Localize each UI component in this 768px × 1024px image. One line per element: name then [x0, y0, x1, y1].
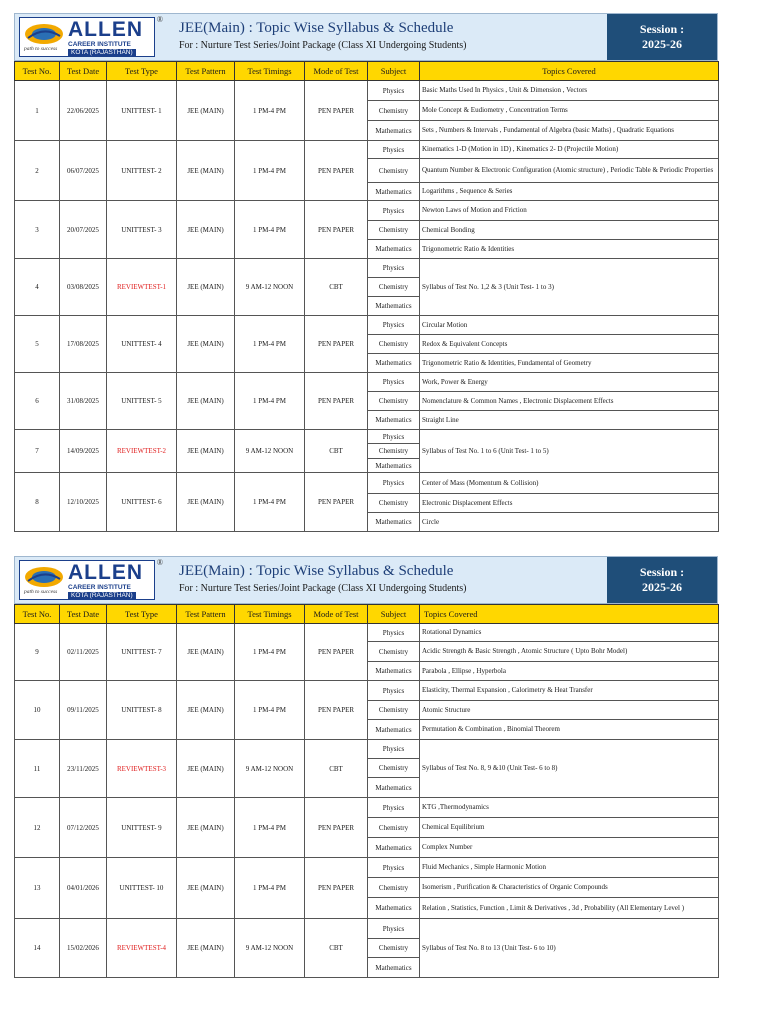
test-date-cell: 03/08/2025 — [60, 259, 107, 316]
session-value: 2025-26 — [642, 580, 682, 594]
test-date-cell: 07/12/2025 — [60, 798, 107, 858]
test-date-cell: 20/07/2025 — [60, 201, 107, 259]
test-timings-cell: 1 PM-4 PM — [235, 316, 305, 373]
test-date-cell: 22/06/2025 — [60, 81, 107, 141]
test-type-cell: UNITTEST- 5 — [107, 373, 177, 430]
test-no-cell: 10 — [15, 681, 60, 740]
subject-cell: Mathematics — [368, 778, 420, 798]
test-date-cell: 09/11/2025 — [60, 681, 107, 740]
topics-cell: Parabola , Ellipse , Hyperbola — [420, 662, 719, 681]
header-banner — [14, 556, 718, 604]
table-row — [15, 373, 719, 392]
test-no-cell: 11 — [15, 740, 60, 798]
subject-cell: Chemistry — [368, 939, 420, 958]
test-mode-cell: PEN PAPER — [305, 316, 368, 373]
test-pattern-cell: JEE (MAIN) — [177, 681, 235, 740]
subject-cell: Physics — [368, 473, 420, 494]
topics-cell: Circle — [420, 513, 719, 532]
subject-cell: Mathematics — [368, 411, 420, 430]
allen-logo — [19, 15, 163, 57]
test-pattern-cell: JEE (MAIN) — [177, 316, 235, 373]
subject-cell: Chemistry — [368, 335, 420, 354]
test-pattern-cell: JEE (MAIN) — [177, 919, 235, 978]
col-test-date: Test Date — [60, 62, 107, 81]
test-pattern-cell: JEE (MAIN) — [177, 201, 235, 259]
subject-cell: Physics — [368, 81, 420, 101]
brand-line1: CAREER INSTITUTE — [68, 41, 131, 48]
schedule-page-2 — [14, 556, 718, 978]
test-date-cell: 02/11/2025 — [60, 624, 107, 681]
topics-cell: Center of Mass (Momentum & Collision) — [420, 473, 719, 494]
table-row — [15, 681, 719, 701]
subject-cell: Physics — [368, 681, 420, 701]
test-pattern-cell: JEE (MAIN) — [177, 798, 235, 858]
test-date-cell: 15/02/2026 — [60, 919, 107, 978]
topics-cell: Fluid Mechanics , Simple Harmonic Motion — [420, 858, 719, 878]
subject-cell: Physics — [368, 624, 420, 642]
table-row — [15, 473, 719, 494]
col-topics-covered: Topics Covered — [420, 605, 719, 624]
session-box — [607, 14, 717, 60]
table-row — [15, 430, 719, 444]
session-label: Session : — [639, 22, 685, 36]
registered-mark: ® — [156, 558, 163, 567]
brand-line2: KOTA (RAJASTHAN) — [68, 49, 136, 57]
test-mode-cell: CBT — [305, 919, 368, 978]
topics-cell: Mole Concept & Eudiometry , Concentration Terms — [420, 101, 719, 121]
test-timings-cell: 1 PM-4 PM — [235, 473, 305, 532]
topics-cell: Redox & Equivalent Concepts — [420, 335, 719, 354]
col-subject: Subject — [368, 605, 420, 624]
subject-cell: Mathematics — [368, 459, 420, 473]
schedule-table-2 — [14, 604, 719, 978]
allen-logo — [19, 558, 163, 600]
col-test-no: Test No. — [15, 62, 60, 81]
subject-cell: Chemistry — [368, 642, 420, 662]
brand-line1: CAREER INSTITUTE — [68, 584, 131, 591]
test-type-cell: REVIEWTEST-2 — [107, 430, 177, 473]
subject-cell: Physics — [368, 141, 420, 159]
test-pattern-cell: JEE (MAIN) — [177, 259, 235, 316]
table-row — [15, 919, 719, 939]
subject-cell: Mathematics — [368, 121, 420, 141]
test-type-cell: UNITTEST- 2 — [107, 141, 177, 201]
globe-emblem-icon — [23, 565, 65, 589]
test-no-cell: 3 — [15, 201, 60, 259]
brand-line2: KOTA (RAJASTHAN) — [68, 592, 136, 600]
subject-cell: Mathematics — [368, 354, 420, 373]
test-no-cell: 2 — [15, 141, 60, 201]
subject-cell: Physics — [368, 201, 420, 221]
topics-cell: KTG ,Thermodynamics — [420, 798, 719, 818]
table-row — [15, 740, 719, 759]
topics-cell: Quantum Number & Electronic Configuration (Atomic structure) , Periodic Table & Periodic Properties — [420, 159, 719, 183]
subject-cell: Mathematics — [368, 838, 420, 858]
test-mode-cell: CBT — [305, 740, 368, 798]
test-timings-cell: 1 PM-4 PM — [235, 858, 305, 919]
test-date-cell: 04/01/2026 — [60, 858, 107, 919]
registered-mark: ® — [156, 15, 163, 24]
test-pattern-cell: JEE (MAIN) — [177, 373, 235, 430]
page-title: JEE(Main) : Topic Wise Syllabus & Schedule — [179, 563, 454, 579]
table-row — [15, 798, 719, 818]
subject-cell: Mathematics — [368, 240, 420, 259]
topics-cell: Chemical Equilibrium — [420, 818, 719, 838]
topics-cell: Acidic Strength & Basic Strength , Atomic Structure ( Upto Bohr Model) — [420, 642, 719, 662]
subject-cell: Physics — [368, 919, 420, 939]
topics-cell: Rotational Dynamics — [420, 624, 719, 642]
subject-cell: Physics — [368, 373, 420, 392]
topics-cell: Sets , Numbers & Intervals , Fundamental of Algebra (basic Maths) , Quadratic Equations — [420, 121, 719, 141]
table-header-row — [15, 605, 719, 624]
subject-cell: Mathematics — [368, 513, 420, 532]
test-timings-cell: 1 PM-4 PM — [235, 798, 305, 858]
test-type-cell: UNITTEST- 9 — [107, 798, 177, 858]
test-date-cell: 23/11/2025 — [60, 740, 107, 798]
table-row — [15, 259, 719, 278]
table-row — [15, 316, 719, 335]
test-no-cell: 7 — [15, 430, 60, 473]
subject-cell: Physics — [368, 858, 420, 878]
test-type-cell: UNITTEST- 7 — [107, 624, 177, 681]
col-test-timings: Test Timings — [235, 62, 305, 81]
test-pattern-cell: JEE (MAIN) — [177, 858, 235, 919]
subject-cell: Chemistry — [368, 444, 420, 459]
topics-cell: Chemical Bonding — [420, 221, 719, 240]
test-type-cell: UNITTEST- 4 — [107, 316, 177, 373]
test-date-cell: 12/10/2025 — [60, 473, 107, 532]
subject-cell: Chemistry — [368, 221, 420, 240]
test-mode-cell: PEN PAPER — [305, 858, 368, 919]
test-no-cell: 6 — [15, 373, 60, 430]
test-date-cell: 31/08/2025 — [60, 373, 107, 430]
test-no-cell: 1 — [15, 81, 60, 141]
test-timings-cell: 1 PM-4 PM — [235, 81, 305, 141]
subject-cell: Chemistry — [368, 494, 420, 513]
topics-cell: Kinematics 1-D (Motion in 1D) , Kinematics 2- D (Projectile Motion) — [420, 141, 719, 159]
subject-cell: Chemistry — [368, 701, 420, 720]
topics-cell: Trigonometric Ratio & Identities — [420, 240, 719, 259]
schedule-table-1 — [14, 61, 719, 532]
test-no-cell: 5 — [15, 316, 60, 373]
subject-cell: Mathematics — [368, 720, 420, 740]
test-pattern-cell: JEE (MAIN) — [177, 624, 235, 681]
subject-cell: Chemistry — [368, 878, 420, 898]
test-type-cell: UNITTEST- 8 — [107, 681, 177, 740]
topics-cell: Relation , Statistics, Function , Limit & Derivatives , 3d , Probability (All Elementary Level ) — [420, 898, 719, 919]
syllabus-cell: Syllabus of Test No. 8 to 13 (Unit Test- 6 to 10) — [420, 919, 719, 978]
topics-cell: Electronic Displacement Effects — [420, 494, 719, 513]
test-type-cell: REVIEWTEST-4 — [107, 919, 177, 978]
subject-cell: Mathematics — [368, 958, 420, 978]
test-timings-cell: 9 AM-12 NOON — [235, 259, 305, 316]
test-timings-cell: 1 PM-4 PM — [235, 201, 305, 259]
test-mode-cell: PEN PAPER — [305, 373, 368, 430]
topics-cell: Atomic Structure — [420, 701, 719, 720]
test-mode-cell: PEN PAPER — [305, 141, 368, 201]
col-test-no: Test No. — [15, 605, 60, 624]
subject-cell: Chemistry — [368, 392, 420, 411]
table-row — [15, 81, 719, 101]
test-mode-cell: PEN PAPER — [305, 81, 368, 141]
subject-cell: Chemistry — [368, 278, 420, 297]
test-pattern-cell: JEE (MAIN) — [177, 141, 235, 201]
test-mode-cell: PEN PAPER — [305, 798, 368, 858]
col-subject: Subject — [368, 62, 420, 81]
brand-name: ALLEN — [68, 561, 143, 584]
topics-cell: Trigonometric Ratio & Identities, Fundamental of Geometry — [420, 354, 719, 373]
topics-cell: Work, Power & Energy — [420, 373, 719, 392]
test-pattern-cell: JEE (MAIN) — [177, 740, 235, 798]
col-test-date: Test Date — [60, 605, 107, 624]
subject-cell: Chemistry — [368, 759, 420, 778]
table-row — [15, 141, 719, 159]
subject-cell: Chemistry — [368, 818, 420, 838]
col-mode-of-test: Mode of Test — [305, 62, 368, 81]
test-no-cell: 12 — [15, 798, 60, 858]
topics-cell: Basic Maths Used In Physics , Unit & Dimension , Vectors — [420, 81, 719, 101]
table-row — [15, 858, 719, 878]
test-type-cell: UNITTEST- 1 — [107, 81, 177, 141]
col-test-type: Test Type — [107, 605, 177, 624]
subject-cell: Mathematics — [368, 297, 420, 316]
test-timings-cell: 1 PM-4 PM — [235, 373, 305, 430]
subject-cell: Physics — [368, 740, 420, 759]
topics-cell: Complex Number — [420, 838, 719, 858]
test-date-cell: 06/07/2025 — [60, 141, 107, 201]
subject-cell: Mathematics — [368, 662, 420, 681]
subject-cell: Physics — [368, 430, 420, 444]
topics-cell: Nomenclature & Common Names , Electronic Displacement Effects — [420, 392, 719, 411]
test-mode-cell: PEN PAPER — [305, 473, 368, 532]
globe-emblem-icon — [23, 22, 65, 46]
syllabus-cell: Syllabus of Test No. 1 to 6 (Unit Test- 1 to 5) — [420, 430, 719, 473]
test-no-cell: 4 — [15, 259, 60, 316]
table-header-row — [15, 62, 719, 81]
test-type-cell: UNITTEST- 3 — [107, 201, 177, 259]
test-type-cell: REVIEWTEST-1 — [107, 259, 177, 316]
test-pattern-cell: JEE (MAIN) — [177, 473, 235, 532]
topics-cell: Logarithms , Sequence & Series — [420, 183, 719, 201]
page-title: JEE(Main) : Topic Wise Syllabus & Schedule — [179, 20, 454, 36]
col-test-pattern: Test Pattern — [177, 605, 235, 624]
topics-cell: Permutation & Combination , Binomial Theorem — [420, 720, 719, 740]
brand-name: ALLEN — [68, 18, 143, 41]
test-timings-cell: 9 AM-12 NOON — [235, 919, 305, 978]
test-type-cell: REVIEWTEST-3 — [107, 740, 177, 798]
syllabus-cell: Syllabus of Test No. 1,2 & 3 (Unit Test- 1 to 3) — [420, 259, 719, 316]
brand-tagline: path to success — [24, 46, 58, 52]
table-row — [15, 201, 719, 221]
test-timings-cell: 9 AM-12 NOON — [235, 740, 305, 798]
col-test-type: Test Type — [107, 62, 177, 81]
test-type-cell: UNITTEST- 6 — [107, 473, 177, 532]
subject-cell: Chemistry — [368, 101, 420, 121]
subject-cell: Mathematics — [368, 183, 420, 201]
header-banner — [14, 13, 718, 61]
test-no-cell: 13 — [15, 858, 60, 919]
test-date-cell: 17/08/2025 — [60, 316, 107, 373]
test-timings-cell: 1 PM-4 PM — [235, 141, 305, 201]
test-pattern-cell: JEE (MAIN) — [177, 430, 235, 473]
table-row — [15, 624, 719, 642]
test-timings-cell: 1 PM-4 PM — [235, 681, 305, 740]
col-mode-of-test: Mode of Test — [305, 605, 368, 624]
test-mode-cell: PEN PAPER — [305, 681, 368, 740]
topics-cell: Elasticity, Thermal Expansion , Calorimetry & Heat Transfer — [420, 681, 719, 701]
subject-cell: Mathematics — [368, 898, 420, 919]
session-label: Session : — [639, 565, 685, 579]
test-no-cell: 14 — [15, 919, 60, 978]
col-test-timings: Test Timings — [235, 605, 305, 624]
test-no-cell: 9 — [15, 624, 60, 681]
test-type-cell: UNITTEST- 10 — [107, 858, 177, 919]
subject-cell: Chemistry — [368, 159, 420, 183]
syllabus-cell: Syllabus of Test No. 8, 9 &10 (Unit Test- 6 to 8) — [420, 740, 719, 798]
session-box — [607, 557, 717, 603]
topics-cell: Newton Laws of Motion and Friction — [420, 201, 719, 221]
schedule-page-1 — [14, 13, 718, 532]
subject-cell: Physics — [368, 259, 420, 278]
session-value: 2025-26 — [642, 37, 682, 51]
page-subtitle: For : Nurture Test Series/Joint Package (Class XI Undergoing Students) — [179, 40, 467, 51]
test-timings-cell: 1 PM-4 PM — [235, 624, 305, 681]
topics-cell: Circular Motion — [420, 316, 719, 335]
subject-cell: Physics — [368, 798, 420, 818]
subject-cell: Physics — [368, 316, 420, 335]
test-mode-cell: CBT — [305, 259, 368, 316]
topics-cell: Isomerism , Purification & Characteristics of Organic Compounds — [420, 878, 719, 898]
test-mode-cell: PEN PAPER — [305, 201, 368, 259]
col-topics-covered: Topics Covered — [420, 62, 719, 81]
test-mode-cell: PEN PAPER — [305, 624, 368, 681]
page-subtitle: For : Nurture Test Series/Joint Package (Class XI Undergoing Students) — [179, 583, 467, 594]
test-timings-cell: 9 AM-12 NOON — [235, 430, 305, 473]
test-no-cell: 8 — [15, 473, 60, 532]
topics-cell: Straight Line — [420, 411, 719, 430]
test-mode-cell: CBT — [305, 430, 368, 473]
brand-tagline: path to success — [24, 589, 58, 595]
col-test-pattern: Test Pattern — [177, 62, 235, 81]
test-pattern-cell: JEE (MAIN) — [177, 81, 235, 141]
test-date-cell: 14/09/2025 — [60, 430, 107, 473]
